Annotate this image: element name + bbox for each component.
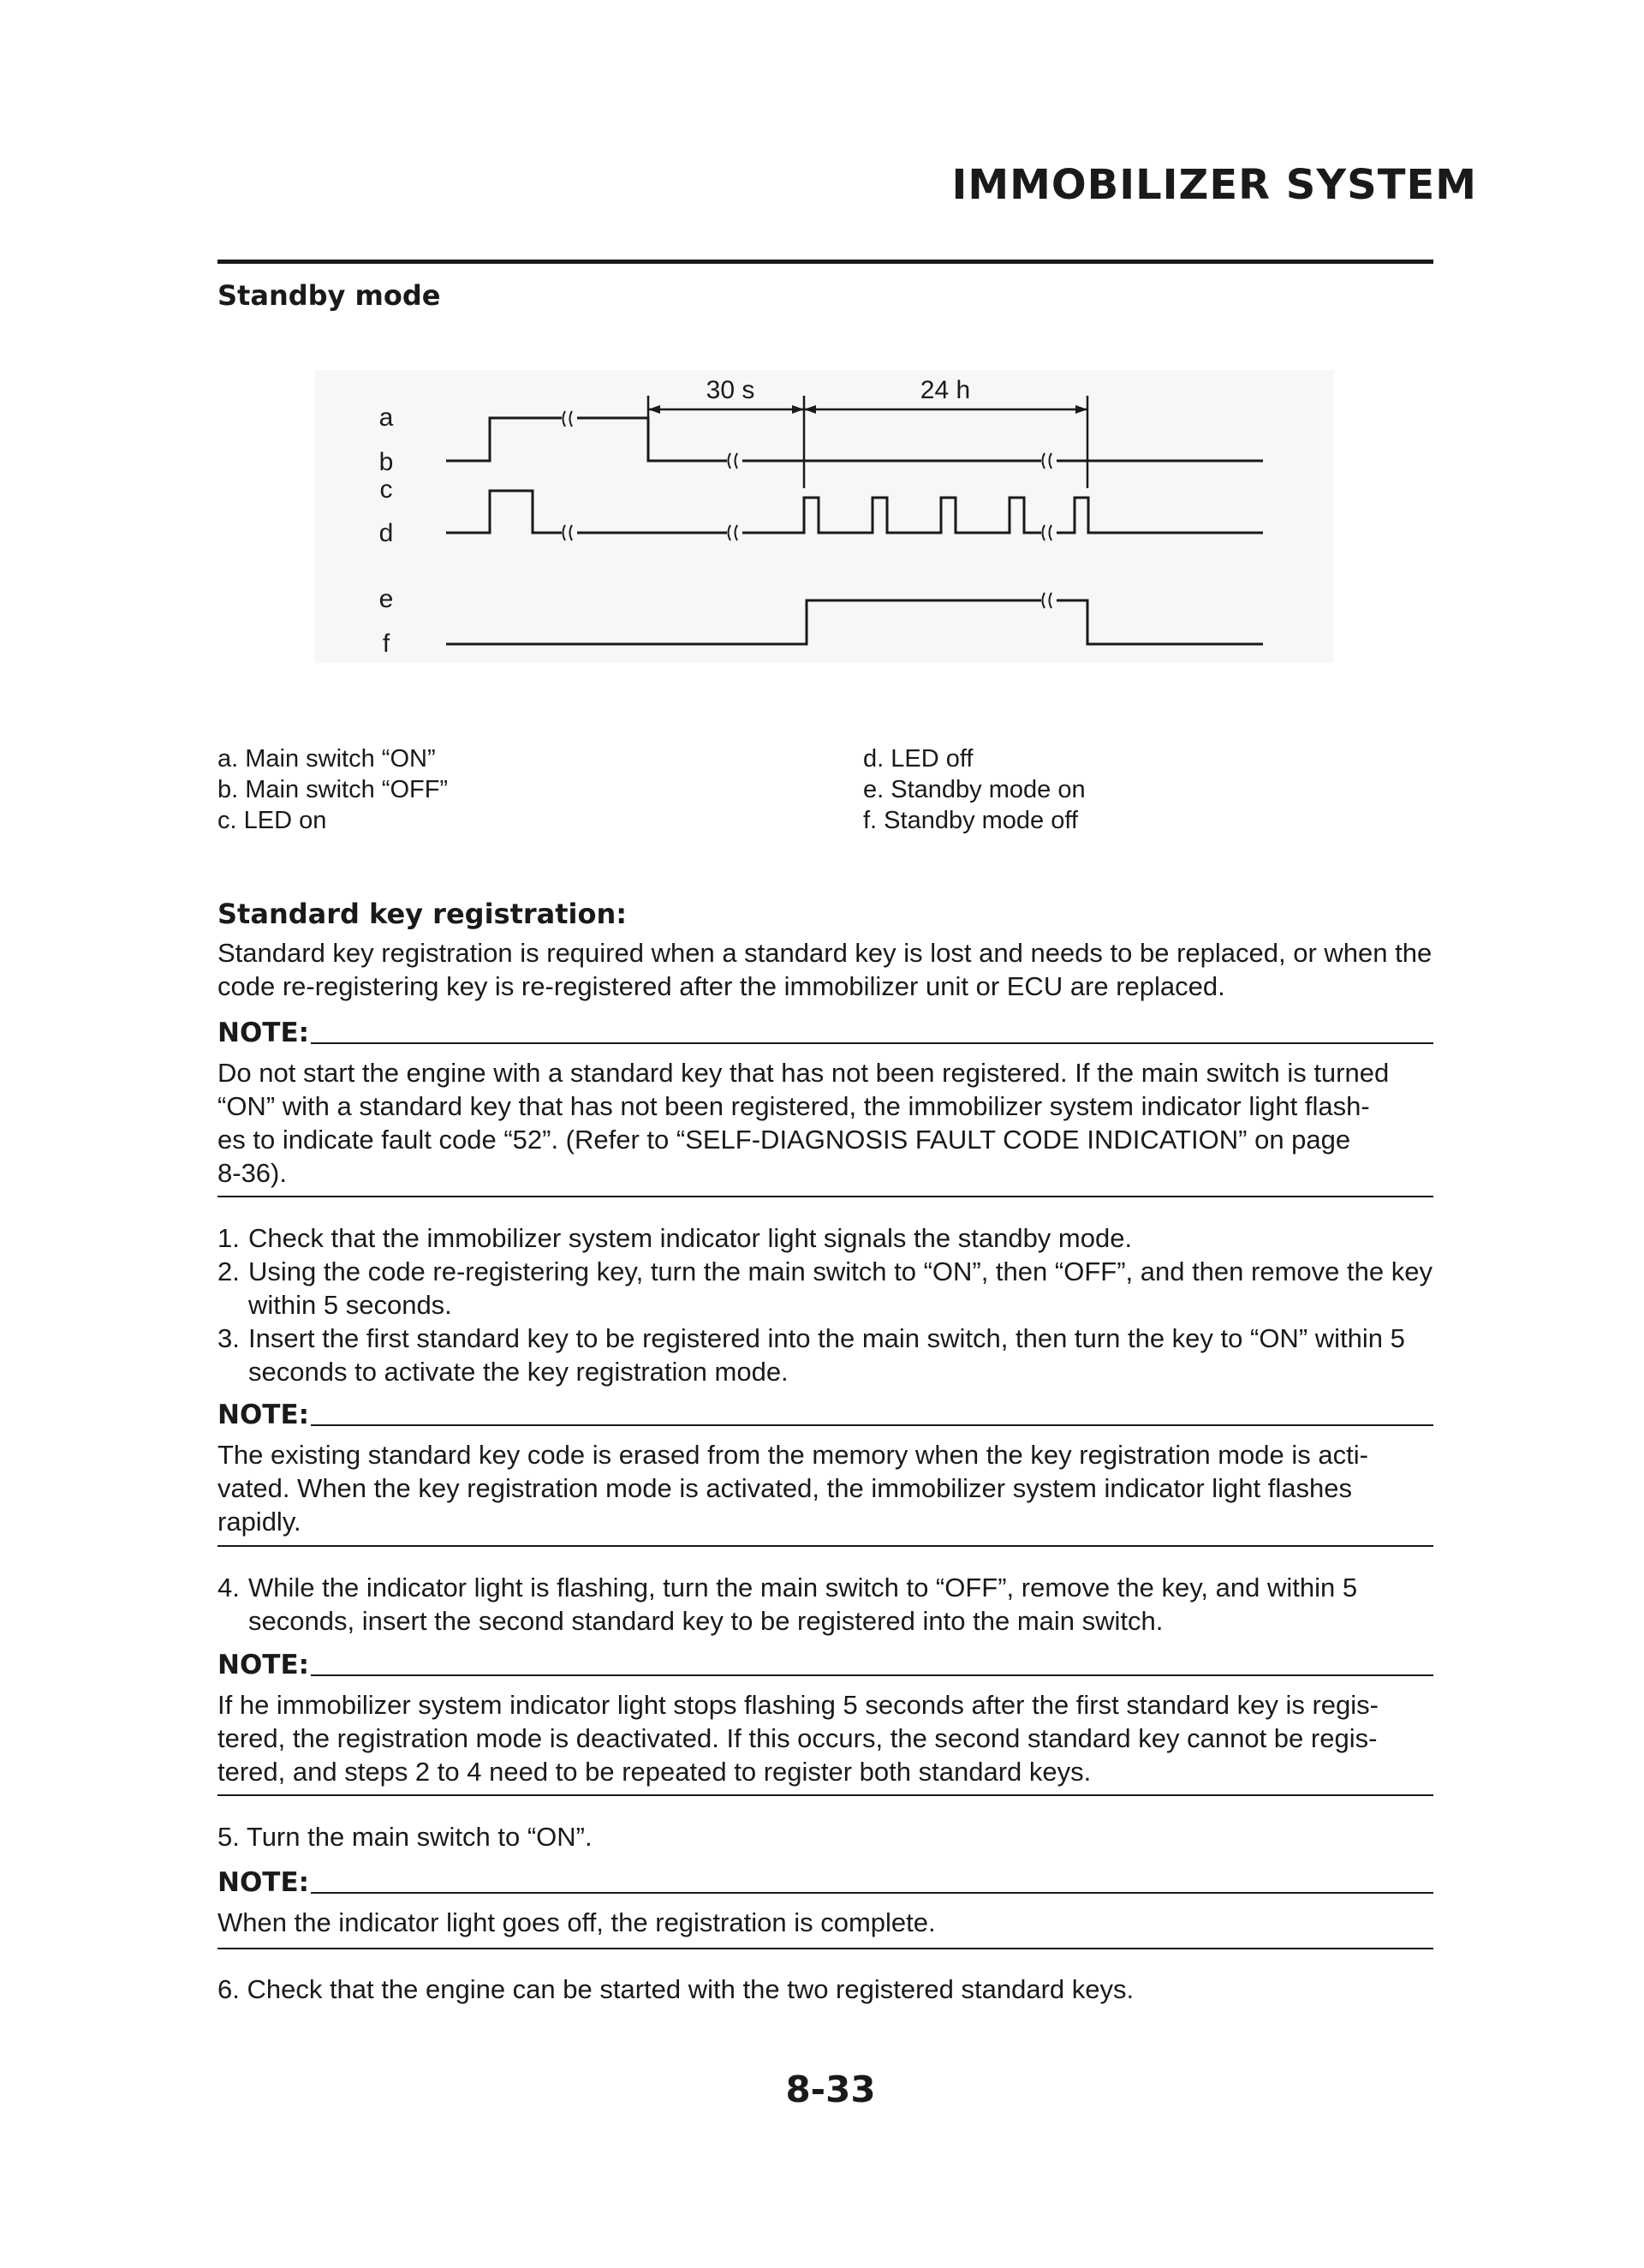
note-label: NOTE: [217,1018,310,1048]
note-3-line: tered, and steps 2 to 4 need to be repeated to register both standard keys. [217,1757,1092,1787]
break-mark [1041,525,1057,540]
note-2-line: rapidly. [217,1507,301,1537]
page-number: 8-33 [785,2068,876,2110]
step-item [217,1255,1459,1322]
note-1-body [217,1056,1459,1190]
legend-item-c: c. LED on [217,807,327,834]
legend-left [217,743,448,836]
steps-1-3 [217,1221,1459,1388]
step-6 [217,1973,1459,2006]
note-4-line: When the indicator light goes off, the registration is complete. [217,1907,936,1937]
break-mark [1041,453,1057,469]
step-text: Using the code re-registering key, turn the main switch to “ON”, then “OFF”, and then remove the key within 5 seconds. [248,1256,1433,1320]
step-item [217,1571,1459,1638]
note-header [217,1018,1433,1048]
row-label-c: c [379,475,393,504]
break-mark [562,525,577,540]
step-number: 4. [217,1573,240,1603]
step-text: While the indicator light is flashing, turn the main switch to “OFF”, remove the key, and within 5 seconds, insert the second standard key to be registered into the main switch. [248,1573,1358,1636]
note-label: NOTE: [217,1400,310,1430]
step-text: Check that the immobilizer system indicator light signals the standby mode. [248,1223,1133,1253]
registration-intro-text: Standard key registration is required when a standard key is lost and needs to be replaced, or when the code re-registering key is re-registered after the immobilizer unit or ECU are replaced. [217,938,1433,1001]
step-number: 2. [217,1256,240,1286]
note-header [217,1650,1433,1680]
step-6-text: 6. Check that the engine can be started with the two registered standard keys. [217,1974,1135,2004]
note-4-body [217,1906,1459,1939]
legend-item-b: b. Main switch “OFF” [217,776,449,803]
note-3-line: If he immobilizer system indicator light stops flashing 5 seconds after the first standard key is regis- [217,1690,1379,1720]
step-number: 1. [217,1223,240,1253]
page-title: IMMOBILIZER SYSTEM [951,161,1477,209]
legend-item-f: f. Standby mode off [863,807,1078,834]
legend-item-d: d. LED off [863,745,974,773]
standby-timing-diagram [315,370,1334,663]
legend-item-e: e. Standby mode on [863,776,1086,803]
registration-intro [217,936,1459,1003]
note-1-line: es to indicate fault code “52”. (Refer to “SELF-DIAGNOSIS FAULT CODE INDICATION” on page [217,1125,1351,1155]
break-mark [1041,593,1057,608]
standby-mode-heading: Standby mode [217,279,441,312]
note-1-line: 8-36). [217,1158,287,1188]
note-3-line: tered, the registration mode is deactivated. If this occurs, the second standard key cannot be regis- [217,1723,1378,1753]
step-item [217,1221,1459,1255]
step-5-text: 5. Turn the main switch to “ON”. [217,1822,593,1852]
step-4 [217,1571,1459,1638]
row-label-d: d [378,519,394,547]
note-1-line: Do not start the engine with a standard key that has not been registered. If the main switch is turned [217,1058,1390,1088]
interval-label-30s: 30 s [706,376,755,404]
note-rule [311,1674,1433,1676]
step-text: Insert the first standard key to be registered into the main switch, then turn the key to “ON” within 5 seconds to activate the key registration mode. [248,1323,1405,1387]
note-2-line: vated. When the key registration mode is activated, the immobilizer system indicator light flashes [217,1473,1352,1503]
break-mark [562,411,577,427]
note-header [217,1400,1433,1430]
legend-item-a: a. Main switch “ON” [217,745,436,773]
row-label-e: e [378,585,394,613]
note-rule [311,1042,1433,1044]
note-2-body [217,1438,1459,1538]
diagram-background [315,370,1334,663]
break-mark [727,453,742,469]
step-number: 3. [217,1323,240,1353]
note-rule [311,1424,1433,1426]
note-header [217,1867,1433,1898]
step-5 [217,1820,1459,1853]
note-label: NOTE: [217,1867,310,1898]
note-rule [311,1892,1433,1894]
note-4-end-rule [217,1948,1433,1949]
note-3-body [217,1688,1459,1788]
row-label-f: f [382,630,390,658]
header-rule [217,260,1433,264]
note-1-line: “ON” with a standard key that has not been registered, the immobilizer system indicator light flash- [217,1091,1370,1121]
row-label-b: b [378,448,394,476]
note-2-line: The existing standard key code is erased from the memory when the key registration mode is acti- [217,1440,1368,1470]
note-1-end-rule [217,1196,1433,1197]
step-item [217,1322,1459,1388]
break-mark [727,525,742,540]
registration-heading: Standard key registration: [217,898,628,930]
row-label-a: a [378,403,394,432]
note-label: NOTE: [217,1650,310,1680]
note-3-end-rule [217,1794,1433,1796]
legend-right [863,743,1086,836]
interval-label-24h: 24 h [920,376,971,404]
note-2-end-rule [217,1545,1433,1547]
